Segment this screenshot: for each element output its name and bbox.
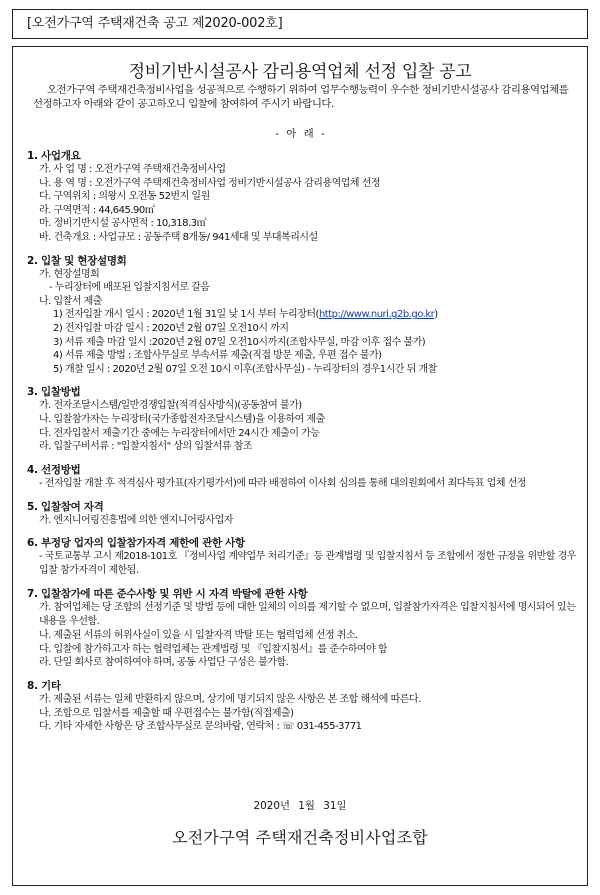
notice-body: [27, 149, 579, 734]
list-item: 라. 단일 회사로 참여하여야 하며, 공동 사업단 구성은 불가함.: [39, 657, 289, 669]
list-item: 4) 서류 제출 방법 : 조합사무실로 부속서류 제출(직접 방문 제출, 우편 접수 불가): [53, 350, 382, 362]
section-compliance: [27, 587, 579, 670]
section-heading: 4. 선정방법: [27, 463, 81, 476]
section-heading: 5. 입찰참여 자격: [27, 500, 104, 513]
list-item: 3) 서류 제출 마감 일시 :2020년 2월 07일 오전10시까지(조합사무실, 마감 이후 접수 불가): [53, 336, 426, 348]
list-item: 5) 개찰 일시 : 2020년 2월 07일 오전 10시 이후(조합사무실) - 누리장터의 경우1시간 뒤 개찰: [53, 363, 437, 375]
list-item: 가. 제출된 서류는 일체 반환하지 않으며, 상기에 명기되지 않은 사항은 본 조합 해석에 따른다.: [39, 694, 421, 706]
section-qualification: [27, 500, 579, 528]
section-heading: 2. 입찰 및 현장설명회: [27, 254, 127, 267]
list-item: 라. 구역면적 : 44,645.90㎡: [39, 204, 155, 216]
list-item: 다. 구역위치 : 의왕시 오전동 52번지 일원: [39, 191, 210, 203]
list-item: [27, 308, 579, 322]
list-item: 가. 전자조달시스템/일반경쟁입찰(적격심사방식)(공동참여 불가): [39, 400, 302, 412]
section-overview: [27, 149, 579, 245]
section-heading: 6. 부정당 업자의 입찰참가자격 제한에 관한 사항: [27, 537, 245, 550]
below-marker: - 아 래 -: [275, 128, 325, 140]
section-selection: [27, 463, 579, 491]
nuri-link[interactable]: http://www.nuri.g2b.go.kr: [318, 309, 435, 321]
list-item: 마. 정비기반시설 공사면적 : 10,318.3㎡: [39, 218, 207, 230]
list-item: 나. 용 역 명 : 오전가구역 주택재건축정비사업 정비기반시설공사 감리용역업체 선정: [39, 177, 381, 189]
organization-name: 오전가구역 주택재건축정비사업조합: [172, 828, 428, 847]
list-item-text: ): [434, 309, 438, 321]
section-heading: 1. 사업개요: [27, 150, 81, 162]
list-item: 가. 엔지니어링진흥법에 의한 엔지니어링사업자: [39, 514, 233, 526]
list-item: 나. 입찰서 제출: [39, 295, 102, 307]
list-item: 다. 전자입찰서 제출기간 중에는 누리장터에서만 24시간 제출이 가능: [39, 427, 320, 439]
list-item-text: 1) 전자입찰 개시 일시 : 2020년 1월 31일 낮 1시 부터 누리장터(: [53, 309, 319, 321]
notice-number-header: [오전가구역 주택재건축 공고 제2020-002호]: [12, 9, 588, 39]
section-misc: [27, 679, 579, 734]
section-bidding: [27, 254, 579, 377]
section-method: [27, 385, 579, 453]
notice-document: [12, 46, 588, 886]
list-item: 2) 전자입찰 마감 일시 : 2020년 2월 07일 오전10시 까지: [53, 322, 289, 334]
list-item: - 전자입찰 개찰 후 적격심사 평가표(자기평가서)에 따라 배점하여 이사회 심의를 통해 대의원회에서 최다득표 업체 선정: [39, 477, 527, 489]
document-title: 정비기반시설공사 감리용역업체 선정 입찰 공고: [128, 62, 472, 82]
list-item: 가. 사 업 명 : 오전가구역 주택재건축정비사업: [39, 164, 226, 175]
list-item: - 국토교통부 고시 제2018-101호 『정비사업 계약업무 처리기준』등 관계법령 및 입찰지침서 등 조합에서 정한 규정을 위반할 경우 입찰 참가자격이 제한됨.: [39, 551, 576, 577]
list-item: 다. 입찰에 참가하고자 하는 협력업체는 관계법령 및 『입찰지침서』를 준수하여야 함: [39, 643, 388, 655]
intro-paragraph: 오전가구역 주택재건축정비사업을 성공적으로 수행하기 위하여 업무수행능력이 우수한 정비기반시설공사 감리용역업체를 선정하고자 아래와 같이 공고하오니 입찰에 참여하여 주시기 바랍니다.: [33, 84, 569, 110]
list-item: 가. 현장설명회: [39, 268, 100, 280]
list-item: 가. 참여업체는 당 조합의 선정기준 및 방법 등에 대한 일체의 이의를 제기할 수 없으며, 입찰참가자격은 입찰지침서에 명시되어 있는 내용을 우선함.: [39, 602, 576, 628]
list-item: 나. 조합으로 입찰서를 제출할 때 우편접수는 불가함(직접제출): [39, 707, 294, 719]
list-item: 나. 제출된 서류의 허위사실이 있을 시 입찰자격 박탈 또는 협력업체 선정 취소.: [39, 630, 358, 642]
list-item: 나. 입찰참가자는 누리장터(국가종합전자조달시스템)을 이용하여 제출: [39, 413, 325, 425]
section-heading: 8. 기타: [27, 680, 61, 693]
section-heading: 3. 입찰방법: [27, 386, 81, 399]
list-item: 다. 기타 자세한 사항은 당 조합사무실로 문의바람, 연락처 : ☏ 031-455-3771: [39, 721, 362, 733]
list-item: 바. 건축개요 : 사업규모 : 공동주택 8개동/ 941세대 및 부대복리시설: [39, 231, 318, 243]
section-restriction: [27, 536, 579, 578]
notice-date: 2020년 1월 31일: [253, 800, 347, 812]
list-item: 라. 입찰구비서류 : "입찰지침서" 상의 입찰서류 참조: [39, 441, 253, 453]
list-item: - 누리장터에 배포된 입찰지침서로 갈음: [49, 282, 210, 294]
section-heading: 7. 입찰참가에 따른 준수사항 및 위반 시 자격 박탈에 관한 사항: [27, 588, 308, 601]
